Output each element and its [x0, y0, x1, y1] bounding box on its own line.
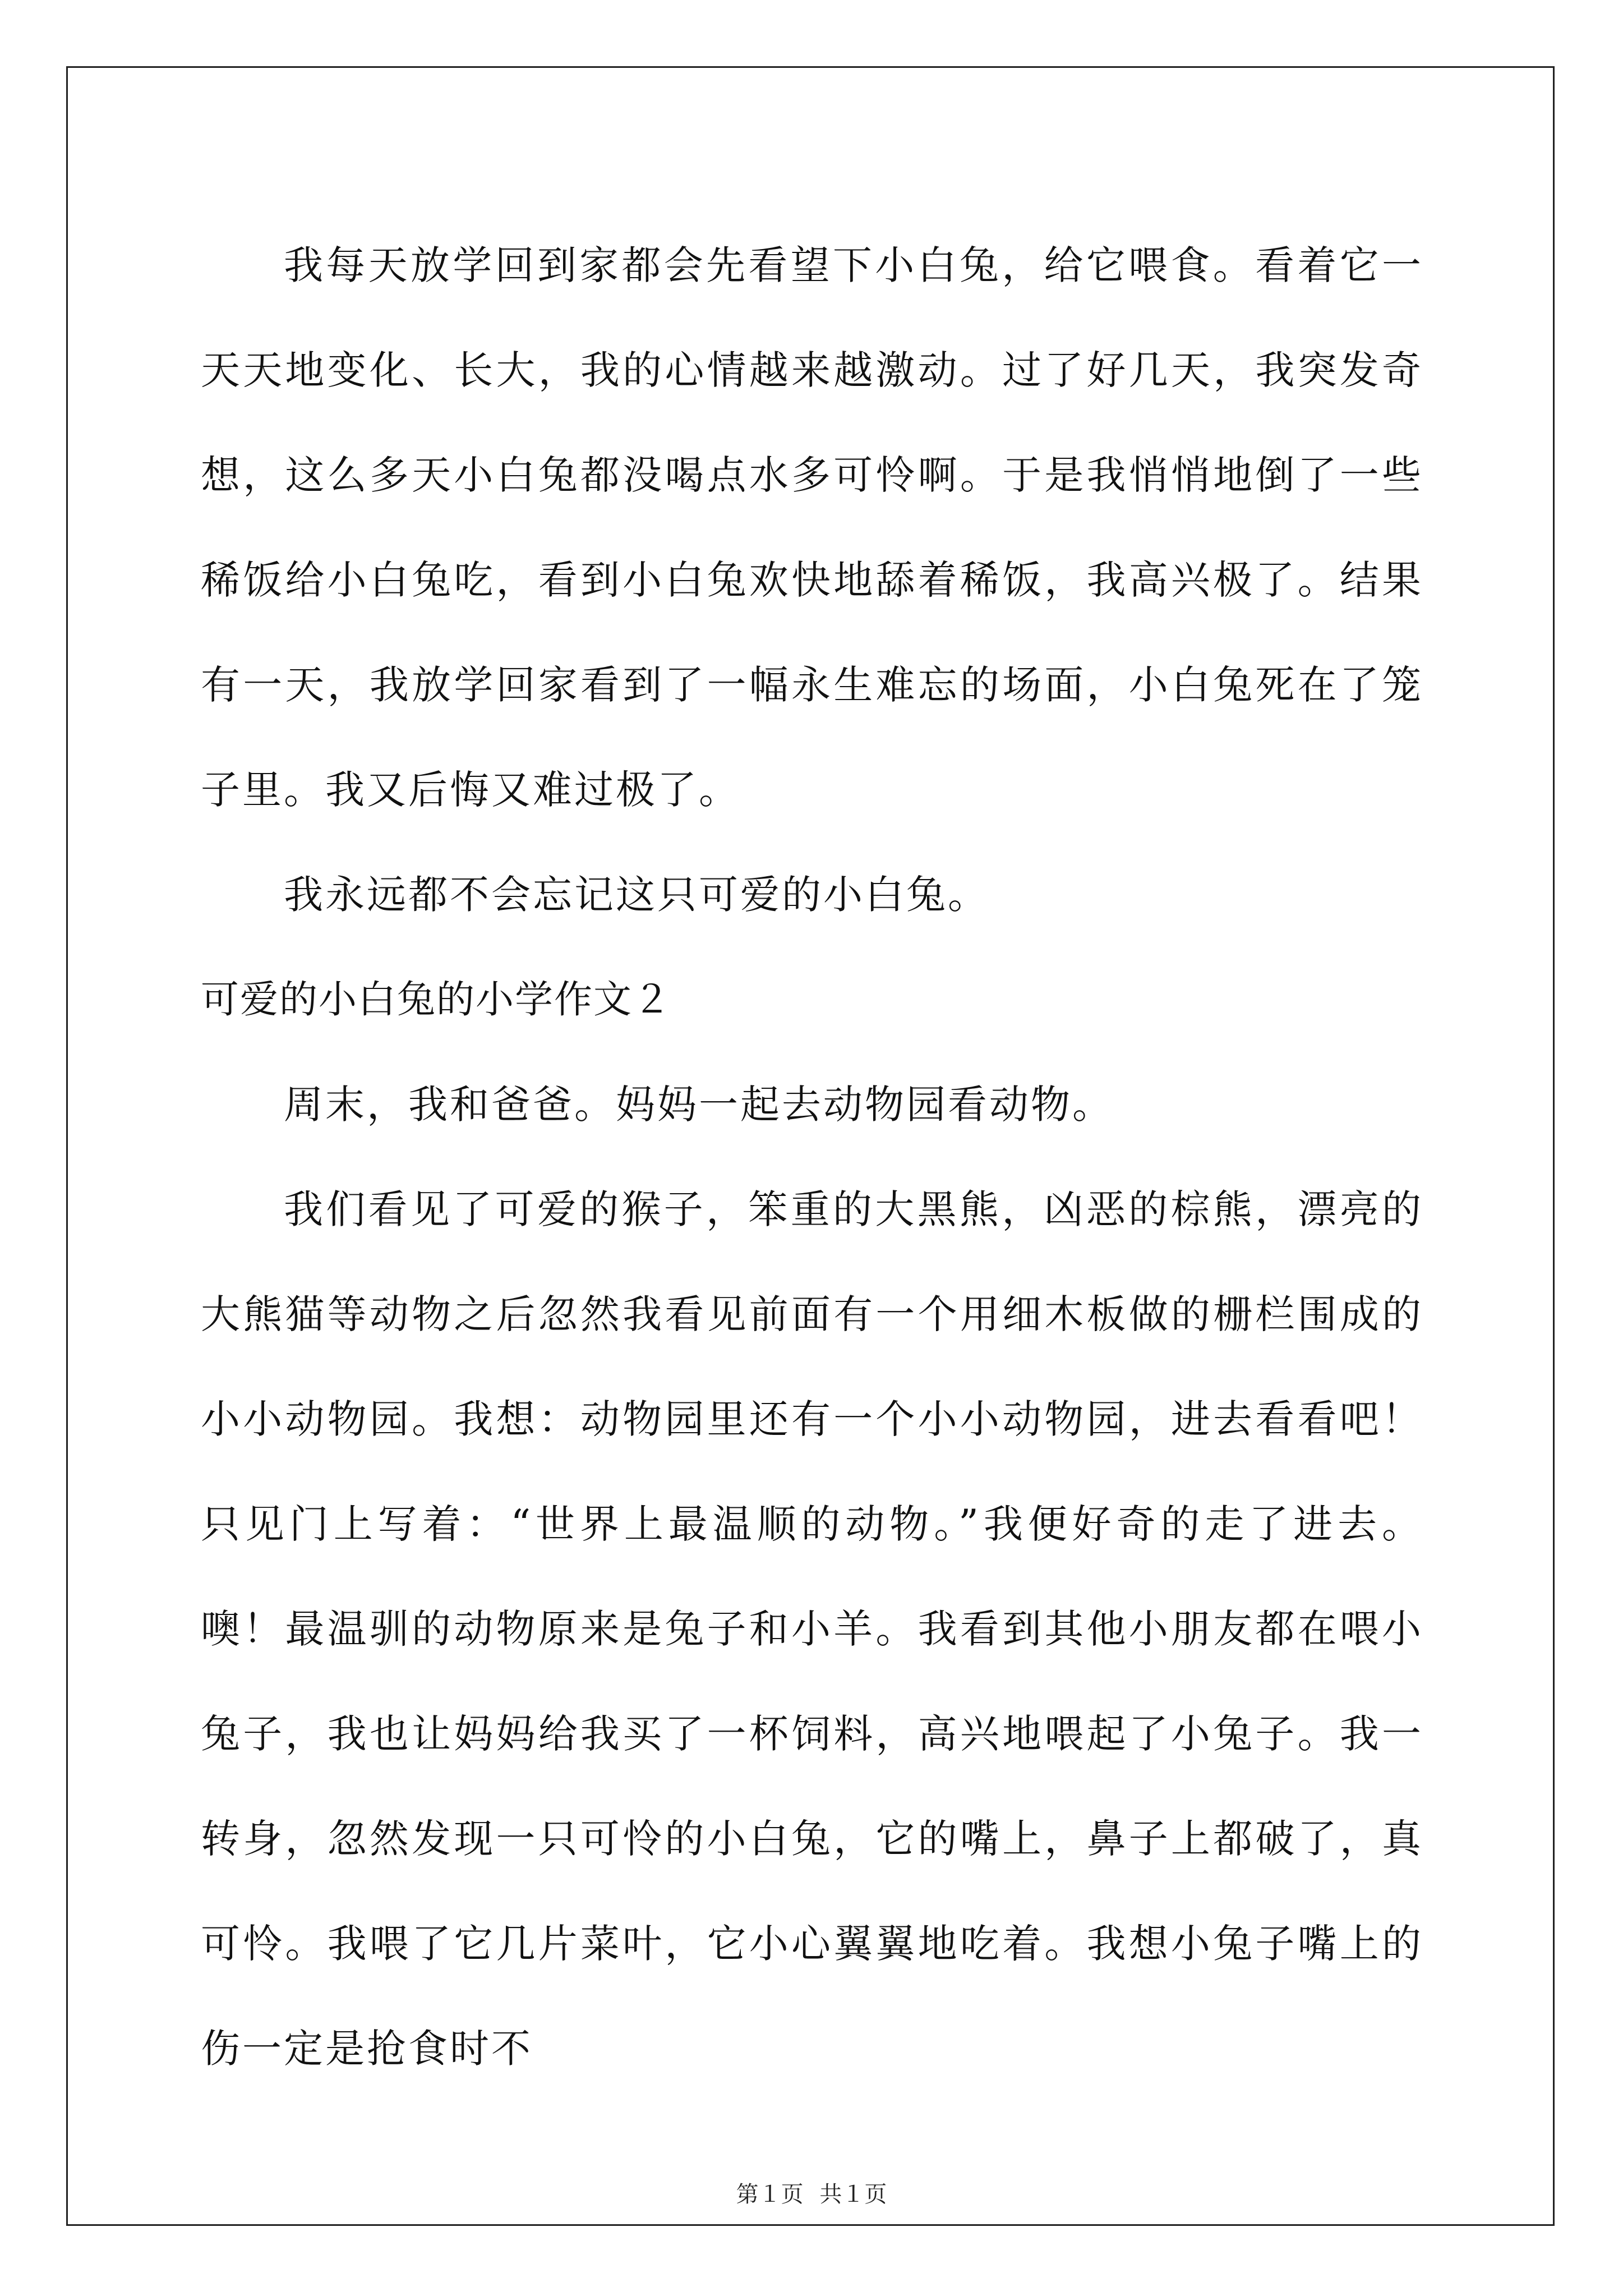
- page-total: 共１页: [819, 2182, 887, 2207]
- page-number: 第１页: [736, 2182, 804, 2207]
- paragraph-zoo-visit: 我们看见了可爱的猴子，笨重的大黑熊，凶恶的棕熊，漂亮的大熊猫等动物之后忽然我看见前面有一个用细木板做的栅栏围成的小小动物园。我想：动物园里还有一个小小动物园，进去看看吧！只见门上写着：“世界上最温顺的动物。”我便好奇的走了进去。噢！最温驯的动物原来是兔子和小羊。我看到其他小朋友都在喂小兔子，我也让妈妈给我买了一杯饲料，高兴地喂起了小兔子。我一转身，忽然发现一只可怜的小白兔，它的嘴上，鼻子上都破了，真可怜。我喂了它几片菜叶，它小心翼翼地吃着。我想小兔子嘴上的伤一定是抢食时不: [201, 1186, 1423, 2072]
- essay-heading: 可爱的小白兔的小学作文２: [201, 978, 672, 1022]
- document-body: [201, 213, 1423, 2101]
- paragraph-weekend-zoo: 周末，我和爸爸。妈妈一起去动物园看动物。: [284, 1082, 1114, 1128]
- paragraph-never-forget: 我永远都不会忘记这只可爱的小白兔。: [284, 872, 989, 918]
- paragraph-rabbit-care: 我每天放学回到家都会先看望下小白兔，给它喂食。看着它一天天地变化、长大，我的心情越来越激动。过了好几天，我突发奇想，这么多天小白兔都没喝点水多可怜啊。于是我悄悄地倒了一些稀饭给小白兔吃，看到小白兔欢快地舔着稀饭，我高兴极了。结果有一天，我放学回家看到了一幅永生难忘的场面，小白兔死在了笼子里。我又后悔又难过极了。: [201, 242, 1423, 813]
- page-footer: [0, 2177, 1623, 2208]
